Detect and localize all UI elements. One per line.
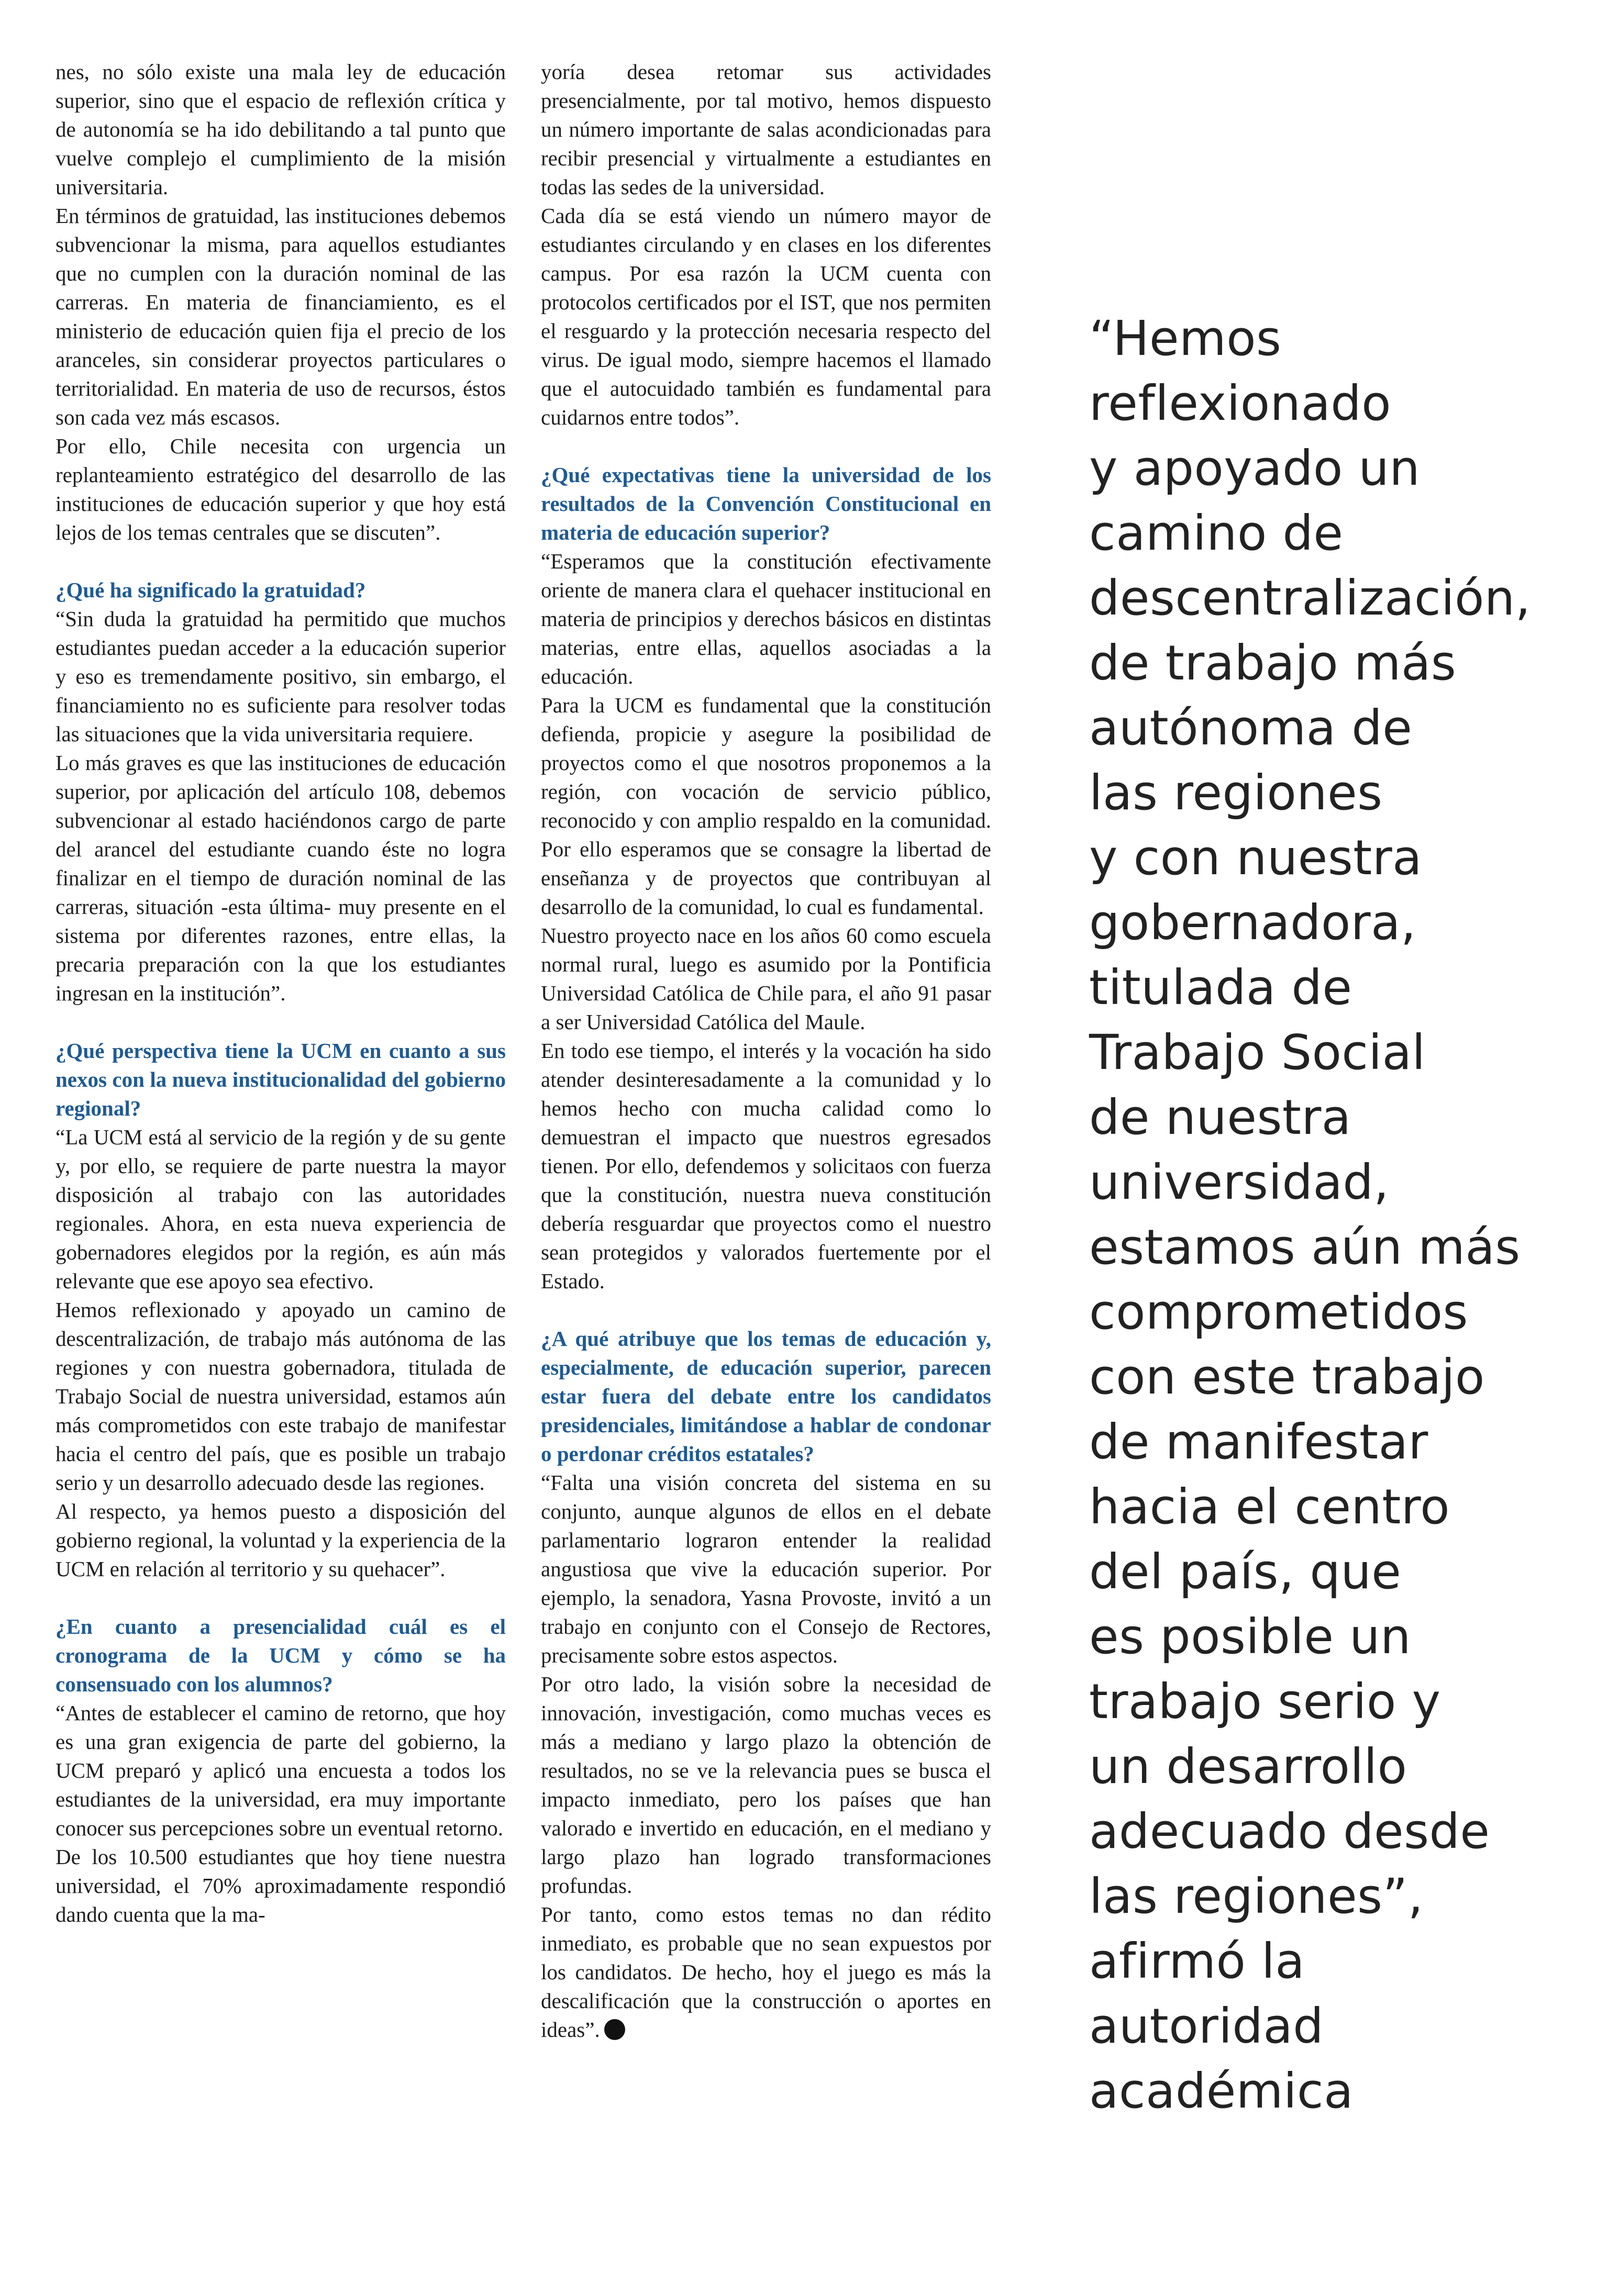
pull-quote-line: las regiones”, [1089,1868,1424,1924]
question-heading: ¿A qué atribuye que los temas de educación y, especialmente, de educación superior, parecen estar fuera del debate entre los candidatos presidenciales, limitándose a hablar de condonar o perdonar créditos estatales? [541,1327,991,1466]
paragraph: Para la UCM es fundamental que la constitución defienda, propicie y asegure la posibilidad de proyectos como el que nosotros proponemos a la región, con vocación de servicio público, reconocido y con amplio respaldo en la comunidad. Por ello esperamos que se consagre la libertad de enseñanza y de proyectos que contribuyan al desarrollo de la comunidad, lo cual es fundamental. [541,693,991,919]
pull-quote [1089,306,1576,2124]
paragraph: En términos de gratuidad, las instituciones debemos subvencionar la misma, para aquellos estudiantes que no cumplen con la duración nominal de las carreras. En materia de financiamiento, es el ministerio de educación quien fija el precio de los aranceles, sin considerar proyectos particulares o territorialidad. En materia de uso de recursos, éstos son cada vez más escasos. [56,204,506,429]
paragraph: “Falta una visión concreta del sistema en su conjunto, aunque algunos de ellos en el debate parlamentario lograron entender la realidad angustiosa que vive la educación superior. Por ejemplo, la senadora, Yasna Provoste, invitó a un trabajo en conjunto con el Consejo de Rectores, precisamente sobre estos aspectos. [541,1470,991,1667]
paragraph: De los 10.500 estudiantes que hoy tiene nuestra universidad, el 70% aproximadamente respondió dando cuenta que la ma- [56,1845,506,1926]
end-of-article-icon [604,2019,625,2040]
final-paragraph-text: Por tanto, como estos temas no dan rédito inmediato, es probable que no sean expuestos por los candidatos. De hecho, hoy el juego es más la descalificación que la construcción o aportes en ideas”. [541,1902,991,2042]
paragraph: “Antes de establecer el camino de retorno, que hoy es una gran exigencia de parte del gobierno, la UCM preparó y aplicó una encuesta a todos los estudiantes de la universidad, era muy importante conocer sus percepciones sobre un eventual retorno. [56,1701,506,1840]
paragraph: nes, no sólo existe una mala ley de educación superior, sino que el espacio de reflexión crítica y de autonomía se ha ido debilitando a tal punto que vuelve complejo el cumplimiento de la misión universitaria. [56,60,506,199]
question-heading: ¿Qué ha significado la gratuidad? [56,578,366,602]
pull-quote-line: universidad, [1089,1154,1389,1210]
paragraph: Cada día se está viendo un número mayor de estudiantes circulando y en clases en los diferentes campus. Por esa razón la UCM cuenta con protocolos certificados por el IST, que nos permiten el resguardo y la protección necesaria respecto del virus. De igual modo, siempre hacemos el llamado que el autocuidado también es fundamental para cuidarnos entre todos”. [541,204,991,429]
pull-quote-line: autónoma de [1089,700,1413,756]
pull-quote-line: afirmó la [1089,1933,1305,1989]
question-heading: ¿Qué perspectiva tiene la UCM en cuanto a sus nexos con la nueva institucionalidad del gobierno regional? [56,1039,506,1120]
pull-quote-line: Trabajo Social [1089,1024,1426,1080]
pull-quote-line: académica [1089,2063,1354,2119]
pull-quote-line: con este trabajo [1089,1349,1485,1405]
pull-quote-line: trabajo serio y [1089,1674,1441,1730]
paragraph: Lo más graves es que las instituciones de educación superior, por aplicación del artículo 108, debemos subvencionar al estado haciéndonos cargo de parte del arancel del estudiante cuando éste no logra finalizar en el tiempo de duración nominal de las carreras, situación -esta última- muy presente en el sistema por diferentes razones, entre ellas, la precaria preparación con la que los estudiantes ingresan en la institución”. [56,751,506,1005]
final-paragraph [541,1900,991,2044]
pull-quote-line: de manifestar [1089,1414,1428,1470]
pull-quote-line: un desarrollo [1089,1738,1407,1795]
pull-quote-line: del país, que [1089,1544,1402,1600]
pull-quote-line: estamos aún más [1089,1219,1521,1275]
article-column-left [56,58,506,2293]
pull-quote-line: comprometidos [1089,1284,1468,1340]
pull-quote-line: reflexionado [1089,375,1392,431]
paragraph: Hemos reflexionado y apoyado un camino de descentralización, de trabajo más autónoma de las regiones y con nuestra gobernadora, titulada de Trabajo Social de nuestra universidad, estamos aún más comprometidos con este trabajo de manifestar hacia el centro del país, que es posible un trabajo serio y un desarrollo adecuado desde las regiones. [56,1298,506,1495]
paragraph: Nuestro proyecto nace en los años 60 como escuela normal rural, luego es asumido por la Pontificia Universidad Católica de Chile para, el año 91 pasar a ser Universidad Católica del Maule. [541,923,991,1034]
pull-quote-line: y apoyado un [1089,440,1421,496]
pull-quote-line: gobernadora, [1089,895,1416,951]
article-column-middle [541,58,991,2293]
pull-quote-line: hacia el centro [1089,1479,1450,1535]
paragraph: “Esperamos que la constitución efectivamente oriente de manera clara el quehacer institucional en materia de principios y derechos básicos en distintas materias, entre ellas, aquellos asociadas a la educación. [541,549,991,688]
question-heading: ¿En cuanto a presencialidad cuál es el cronograma de la UCM y cómo se ha consensuado con los alumnos? [56,1614,506,1696]
paragraph: “Sin duda la gratuidad ha permitido que muchos estudiantes puedan acceder a la educación superior y eso es tremendamente positivo, sin embargo, el financiamiento no es suficiente para resolver todas las situaciones que la vida universitaria requiere. [56,607,506,746]
pull-quote-line: y con nuestra [1089,830,1423,886]
pull-quote-line: de trabajo más [1089,635,1457,691]
paragraph: Al respecto, ya hemos puesto a disposición del gobierno regional, la voluntad y la experiencia de la UCM en relación al territorio y su quehacer”. [56,1499,506,1581]
pull-quote-line: “Hemos [1089,310,1282,366]
question-heading: ¿Qué expectativas tiene la universidad de los resultados de la Convención Constitucional en materia de educación superior? [541,463,991,544]
pull-quote-line: autoridad [1089,1998,1324,2054]
pull-quote-line: descentralización, [1089,570,1531,626]
pull-quote-line: adecuado desde [1089,1803,1490,1859]
pull-quote-line: camino de [1089,505,1344,561]
pull-quote-line: las regiones [1089,765,1383,821]
paragraph: Por otro lado, la visión sobre la necesidad de innovación, investigación, como muchas veces es más a mediano y largo plazo la obtención de resultados, no se ve la relevancia pues se busca el impacto inmediato, pero los países que han valorado e invertido en educación, en el mediano y largo plazo han logrado transformaciones profundas. [541,1672,991,1898]
pull-quote-line: titulada de [1089,960,1352,1016]
pull-quote-line: es posible un [1089,1609,1411,1665]
pull-quote-line: de nuestra [1089,1089,1351,1145]
paragraph: En todo ese tiempo, el interés y la vocación ha sido atender desinteresadamente a la comunidad y lo hemos hecho con mucha calidad como lo demuestran el impacto que nuestros egresados tienen. Por ello, defendemos y solicitaos con fuerza que la constitución, nuestra nueva constitución debería resguardar que proyectos como el nuestro sean protegidos y valorados fuertemente por el Estado. [541,1039,991,1293]
paragraph: yoría desea retomar sus actividades presencialmente, por tal motivo, hemos dispuesto un número importante de salas acondicionadas para recibir presencial y virtualmente a estudiantes en todas las sedes de la universidad. [541,60,991,199]
paragraph: “La UCM está al servicio de la región y de su gente y, por ello, se requiere de parte nuestra la mayor disposición al trabajo con las autoridades regionales. Ahora, en esta nueva experiencia de gobernadores elegidos por la región, es aún más relevante que ese apoyo sea efectivo. [56,1125,506,1293]
paragraph: Por ello, Chile necesita con urgencia un replanteamiento estratégico del desarrollo de las instituciones de educación superior y que hoy está lejos de los temas centrales que se discuten”. [56,434,506,544]
